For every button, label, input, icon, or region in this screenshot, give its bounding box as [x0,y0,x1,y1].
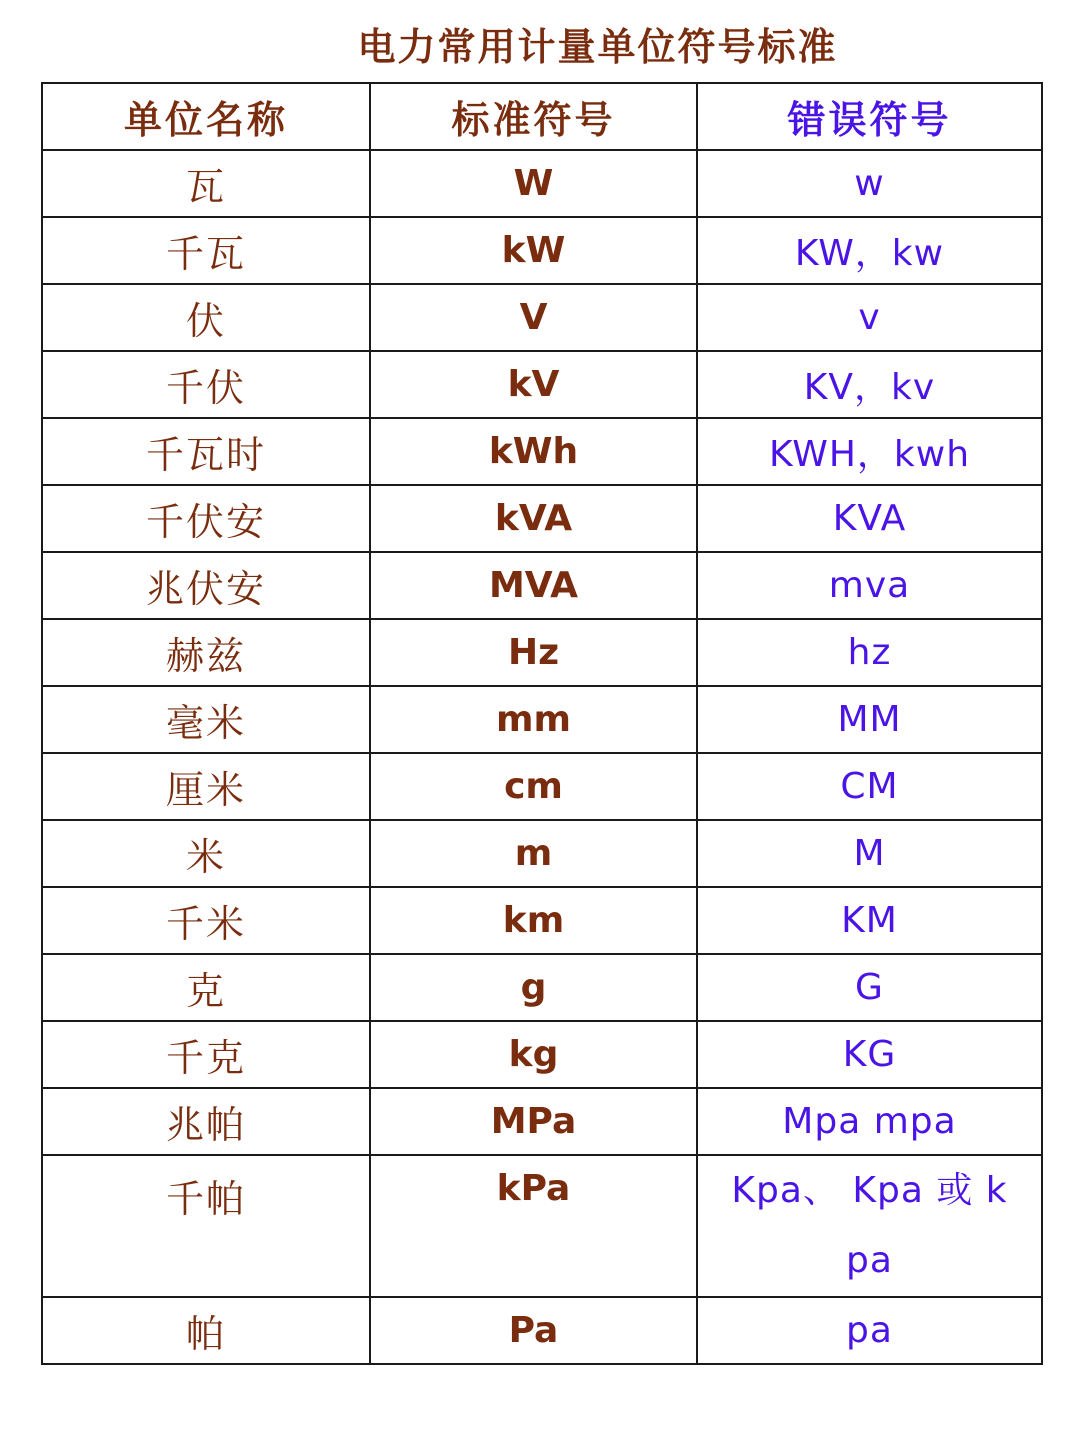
wrong-symbol-cell: Mpa mpa [697,1088,1042,1155]
standard-symbol-cell: km [370,887,697,954]
standard-symbol-cell: g [370,954,697,1021]
table-row [42,284,1042,351]
header-unit-name: 单位名称 [42,83,370,150]
wrong-symbol-cell: hz [697,619,1042,686]
page-title: 电力常用计量单位符号标准 [357,25,838,69]
unit-name-cell: 厘米 [42,753,370,820]
table-row [42,1088,1042,1155]
unit-name-cell: 千米 [42,887,370,954]
table-header-row [42,83,1042,150]
standard-symbol-cell: Hz [370,619,697,686]
table-row [42,753,1042,820]
table-row [42,485,1042,552]
table-row [42,887,1042,954]
wrong-symbol-cell: v [697,284,1042,351]
table-row [42,1021,1042,1088]
unit-name-cell: 伏 [42,284,370,351]
table-row [42,1297,1042,1364]
unit-name-cell: 帕 [42,1297,370,1364]
header-wrong-symbol: 错误符号 [697,83,1042,150]
unit-name-cell: 千克 [42,1021,370,1088]
table-row [42,686,1042,753]
unit-name-cell: 千伏安 [42,485,370,552]
standard-symbol-cell: V [370,284,697,351]
standard-symbol-cell: kg [370,1021,697,1088]
unit-name-cell: 千瓦时 [42,418,370,485]
wrong-symbol-cell: w [697,150,1042,217]
standard-symbol-cell: kVA [370,485,697,552]
table-row [42,150,1042,217]
table-row [42,619,1042,686]
standard-symbol-cell: kV [370,351,697,418]
wrong-symbol-cell: G [697,954,1042,1021]
unit-name-cell: 克 [42,954,370,1021]
standard-symbol-cell: Pa [370,1297,697,1364]
table-row [42,418,1042,485]
wrong-symbol-cell: KW，kw [697,217,1042,284]
standard-symbol-cell: kW [370,217,697,284]
table-row [42,351,1042,418]
unit-name-cell: 千瓦 [42,217,370,284]
unit-name-cell: 毫米 [42,686,370,753]
wrong-symbol-cell: mva [697,552,1042,619]
wrong-symbol-cell: KG [697,1021,1042,1088]
header-standard-symbol: 标准符号 [370,83,697,150]
wrong-symbol-cell: MM [697,686,1042,753]
unit-name-cell: 兆帕 [42,1088,370,1155]
standard-symbol-cell: m [370,820,697,887]
unit-symbol-table [41,82,1043,1365]
table-row [42,217,1042,284]
unit-name-cell: 瓦 [42,150,370,217]
table-row [42,954,1042,1021]
standard-symbol-cell: MVA [370,552,697,619]
standard-symbol-cell: kWh [370,418,697,485]
wrong-symbol-cell: Kpa、 Kpa 或 k pa [697,1155,1042,1297]
standard-symbol-cell: W [370,150,697,217]
unit-name-cell: 千伏 [42,351,370,418]
wrong-symbol-cell: KWH，kwh [697,418,1042,485]
standard-symbol-cell: MPa [370,1088,697,1155]
wrong-symbol-cell: pa [697,1297,1042,1364]
wrong-symbol-cell: KVA [697,485,1042,552]
unit-name-cell: 米 [42,820,370,887]
unit-name-cell: 千帕 [42,1155,370,1297]
wrong-symbol-cell: KM [697,887,1042,954]
wrong-symbol-cell: KV，kv [697,351,1042,418]
wrong-symbol-cell: M [697,820,1042,887]
standard-symbol-cell: cm [370,753,697,820]
table-row [42,552,1042,619]
table-row [42,820,1042,887]
standard-symbol-cell: kPa [370,1155,697,1297]
table-row [42,1155,1042,1297]
wrong-symbol-cell: CM [697,753,1042,820]
standard-symbol-cell: mm [370,686,697,753]
unit-name-cell: 赫兹 [42,619,370,686]
unit-name-cell: 兆伏安 [42,552,370,619]
